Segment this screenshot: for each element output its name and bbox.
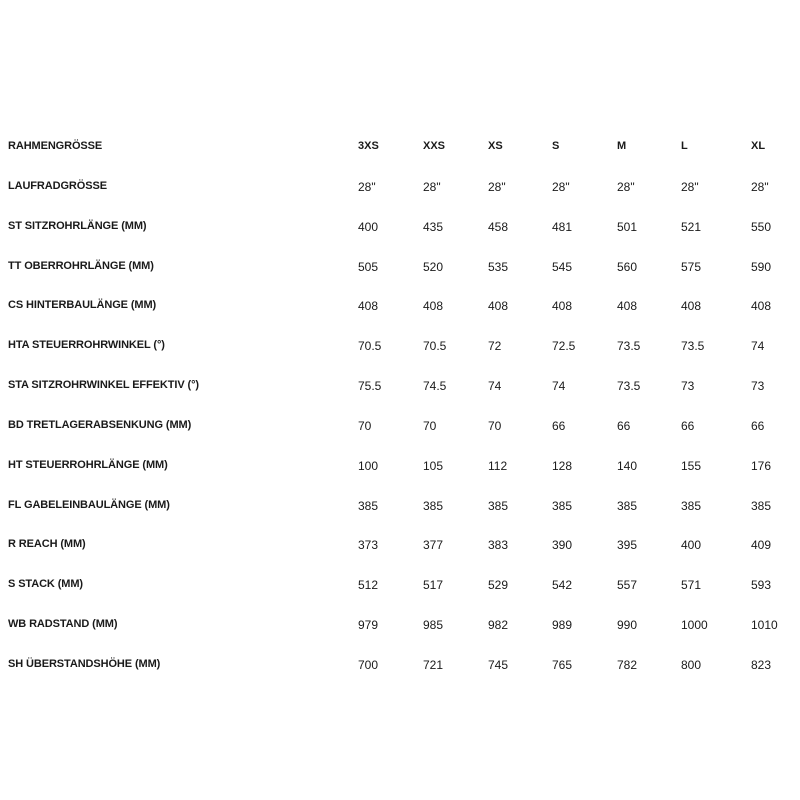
table-cell: 408 xyxy=(617,299,638,314)
table-cell: 112 xyxy=(488,458,508,473)
table-cell: 408 xyxy=(552,299,573,314)
row-label: BD TRETLAGERABSENKUNG (MM) xyxy=(8,418,192,431)
table-cell: 100 xyxy=(358,458,379,473)
size-header-m: M xyxy=(617,140,627,152)
table-row xyxy=(8,289,792,329)
table-row xyxy=(8,568,792,608)
table-cell: 557 xyxy=(617,578,638,593)
table-row xyxy=(8,528,792,568)
table-cell: 383 xyxy=(488,538,509,553)
table-cell: 590 xyxy=(751,259,772,274)
table-cell: 128 xyxy=(552,458,573,473)
table-cell: 28" xyxy=(617,179,635,194)
table-cell: 745 xyxy=(488,657,509,672)
geometry-table xyxy=(8,130,792,688)
table-cell: 377 xyxy=(423,538,444,553)
table-cell: 385 xyxy=(488,498,509,513)
table-row xyxy=(8,210,792,250)
table-row xyxy=(8,489,792,529)
table-cell: 408 xyxy=(488,299,509,314)
table-cell: 28" xyxy=(358,179,376,194)
size-header-xl: XL xyxy=(751,140,766,152)
table-cell: 385 xyxy=(423,498,444,513)
table-cell: 782 xyxy=(617,657,638,672)
table-cell: 575 xyxy=(681,259,702,274)
table-cell: 408 xyxy=(423,299,444,314)
size-header-s: S xyxy=(552,140,560,152)
table-row xyxy=(8,170,792,210)
table-cell: 385 xyxy=(552,498,573,513)
table-cell: 105 xyxy=(423,458,444,473)
table-cell: 72.5 xyxy=(552,339,576,354)
table-cell: 28" xyxy=(488,179,506,194)
table-cell: 800 xyxy=(681,657,702,672)
table-cell: 74 xyxy=(552,379,566,394)
table-cell: 176 xyxy=(751,458,772,473)
row-label: TT OBERROHRLÄNGE (MM) xyxy=(8,259,154,272)
table-cell: 458 xyxy=(488,219,509,234)
table-row xyxy=(8,329,792,369)
size-header-l: L xyxy=(681,140,688,152)
table-cell: 765 xyxy=(552,657,573,672)
table-cell: 982 xyxy=(488,618,509,633)
table-cell: 1000 xyxy=(681,618,708,633)
table-cell: 409 xyxy=(751,538,772,553)
table-cell: 75.5 xyxy=(358,379,382,394)
table-cell: 520 xyxy=(423,259,444,274)
table-cell: 542 xyxy=(552,578,573,593)
table-cell: 989 xyxy=(552,618,573,633)
row-label: R REACH (MM) xyxy=(8,538,86,551)
table-cell: 512 xyxy=(358,578,379,593)
table-cell: 73.5 xyxy=(617,379,641,394)
table-cell: 521 xyxy=(681,219,702,234)
table-cell: 72 xyxy=(488,339,502,354)
table-cell: 390 xyxy=(552,538,573,553)
table-cell: 73.5 xyxy=(617,339,641,354)
row-label: WB RADSTAND (MM) xyxy=(8,618,118,631)
table-cell: 560 xyxy=(617,259,638,274)
size-header-3xs: 3XS xyxy=(358,140,379,152)
table-cell: 70 xyxy=(423,418,437,433)
table-cell: 66 xyxy=(617,418,631,433)
table-cell: 408 xyxy=(751,299,772,314)
table-cell: 571 xyxy=(681,578,702,593)
table-cell: 985 xyxy=(423,618,444,633)
table-cell: 593 xyxy=(751,578,772,593)
table-cell: 28" xyxy=(423,179,441,194)
table-cell: 140 xyxy=(617,458,638,473)
row-label: LAUFRADGRÖSSE xyxy=(8,179,107,192)
table-cell: 73.5 xyxy=(681,339,705,354)
row-label: ST SITZROHRLÄNGE (MM) xyxy=(8,219,147,232)
table-cell: 529 xyxy=(488,578,509,593)
table-cell: 435 xyxy=(423,219,444,234)
table-cell: 28" xyxy=(552,179,570,194)
table-cell: 74 xyxy=(751,339,765,354)
frame-size-label: RAHMENGRÖSSE xyxy=(8,140,103,152)
table-cell: 400 xyxy=(358,219,379,234)
table-row xyxy=(8,449,792,489)
size-header-xs: XS xyxy=(488,140,503,152)
table-cell: 1010 xyxy=(751,618,778,633)
table-body xyxy=(8,170,792,688)
table-row xyxy=(8,648,792,688)
table-cell: 73 xyxy=(681,379,695,394)
row-label: HTA STEUERROHRWINKEL (°) xyxy=(8,339,165,352)
table-cell: 395 xyxy=(617,538,638,553)
table-cell: 545 xyxy=(552,259,573,274)
table-cell: 979 xyxy=(358,618,379,633)
table-row xyxy=(8,409,792,449)
table-cell: 823 xyxy=(751,657,772,672)
table-cell: 481 xyxy=(552,219,573,234)
table-cell: 66 xyxy=(751,418,765,433)
table-cell: 517 xyxy=(423,578,444,593)
table-cell: 155 xyxy=(681,458,702,473)
table-cell: 505 xyxy=(358,259,379,274)
table-cell: 721 xyxy=(423,657,444,672)
table-cell: 385 xyxy=(681,498,702,513)
table-cell: 385 xyxy=(617,498,638,513)
table-cell: 73 xyxy=(751,379,765,394)
table-cell: 408 xyxy=(681,299,702,314)
row-label: STA SITZROHRWINKEL EFFEKTIV (°) xyxy=(8,379,199,392)
table-cell: 385 xyxy=(358,498,379,513)
row-label: FL GABELEINBAULÄNGE (MM) xyxy=(8,498,170,511)
size-header-xxs: XXS xyxy=(423,140,446,152)
table-cell: 66 xyxy=(552,418,566,433)
table-cell: 70 xyxy=(488,418,502,433)
table-cell: 70.5 xyxy=(423,339,447,354)
row-label: SH ÜBERSTANDSHÖHE (MM) xyxy=(8,657,161,670)
row-label: S STACK (MM) xyxy=(8,578,83,591)
table-cell: 385 xyxy=(751,498,772,513)
table-cell: 700 xyxy=(358,657,379,672)
table-row xyxy=(8,250,792,290)
row-label: HT STEUERROHRLÄNGE (MM) xyxy=(8,458,168,471)
table-row xyxy=(8,369,792,409)
table-cell: 70 xyxy=(358,418,372,433)
table-cell: 535 xyxy=(488,259,509,274)
table-cell: 400 xyxy=(681,538,702,553)
table-cell: 74.5 xyxy=(423,379,447,394)
table-cell: 74 xyxy=(488,379,502,394)
table-cell: 501 xyxy=(617,219,638,234)
table-header-row xyxy=(8,130,792,170)
table-cell: 408 xyxy=(358,299,379,314)
table-cell: 550 xyxy=(751,219,772,234)
table-row xyxy=(8,608,792,648)
table-cell: 28" xyxy=(751,179,769,194)
table-cell: 990 xyxy=(617,618,638,633)
table-cell: 28" xyxy=(681,179,699,194)
table-cell: 66 xyxy=(681,418,695,433)
table-cell: 70.5 xyxy=(358,339,382,354)
row-label: CS HINTERBAULÄNGE (MM) xyxy=(8,299,157,312)
table-cell: 373 xyxy=(358,538,379,553)
